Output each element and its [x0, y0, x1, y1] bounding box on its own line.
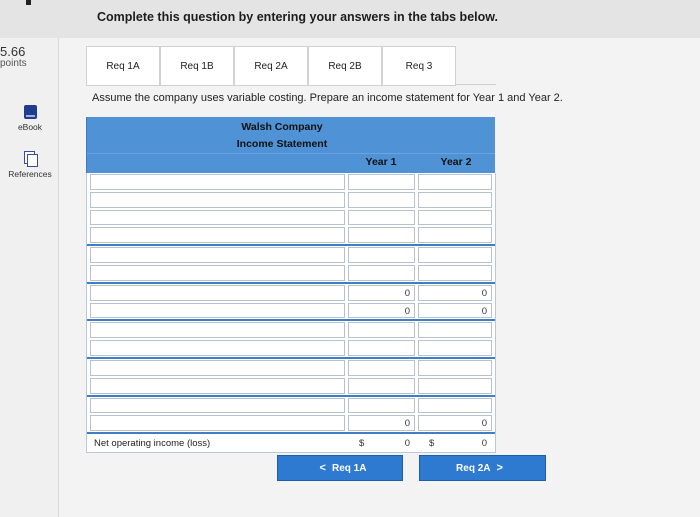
- year1-input[interactable]: [348, 398, 415, 414]
- ebook-label: eBook: [17, 122, 43, 132]
- tab-req-2a[interactable]: Req 2A: [234, 46, 308, 86]
- points-label: points: [0, 58, 27, 69]
- year2-input[interactable]: [418, 322, 492, 338]
- label-input[interactable]: [90, 398, 345, 414]
- net-income-year1: $ 0: [348, 435, 415, 451]
- year1-value: 0: [348, 285, 415, 301]
- year2-value: 0: [418, 303, 492, 319]
- references-label: References: [8, 169, 52, 179]
- top-bar: [0, 0, 700, 38]
- year1-input[interactable]: [348, 340, 415, 356]
- year2-input[interactable]: [418, 174, 492, 190]
- tab-req-3[interactable]: Req 3: [382, 46, 456, 86]
- year2-input[interactable]: [418, 210, 492, 226]
- prev-req-button[interactable]: [277, 455, 403, 481]
- label-input[interactable]: [90, 227, 345, 243]
- year1-input[interactable]: [348, 360, 415, 376]
- table-row: [87, 246, 495, 264]
- table-row: [87, 284, 495, 302]
- label-input[interactable]: [90, 340, 345, 356]
- year1-input[interactable]: [348, 227, 415, 243]
- label-input[interactable]: [90, 303, 345, 319]
- table-row: [87, 377, 495, 397]
- label-input[interactable]: [90, 265, 345, 281]
- chevron-right-icon: >: [496, 462, 503, 474]
- year1-input[interactable]: [348, 322, 415, 338]
- references-icon: [23, 151, 37, 166]
- next-req-label: Req 2A: [456, 462, 491, 474]
- table-row: [87, 397, 495, 415]
- label-input[interactable]: [90, 322, 345, 338]
- year2-value: 0: [418, 285, 492, 301]
- year1-input[interactable]: [348, 192, 415, 208]
- label-input[interactable]: [90, 285, 345, 301]
- statement-title: Income Statement: [236, 138, 328, 150]
- year1-input[interactable]: [348, 265, 415, 281]
- table-row: [87, 173, 495, 191]
- header-separator: [87, 153, 495, 154]
- table-row: [87, 191, 495, 209]
- net-income-label-cell: [90, 435, 345, 451]
- year2-input[interactable]: [418, 247, 492, 263]
- references-button[interactable]: [4, 151, 56, 179]
- prev-req-label: Req 1A: [331, 462, 367, 474]
- year1-input[interactable]: [348, 174, 415, 190]
- year1-input[interactable]: [348, 210, 415, 226]
- points-value: 5.66: [0, 44, 26, 59]
- table-row: [87, 359, 495, 377]
- year2-input[interactable]: [418, 227, 492, 243]
- label-input[interactable]: [90, 192, 345, 208]
- net-income-year2: $ 0: [418, 435, 492, 451]
- year2-input[interactable]: [418, 192, 492, 208]
- label-input[interactable]: [90, 360, 345, 376]
- net-income-label: Net operating income (loss): [94, 438, 211, 450]
- year2-value: 0: [418, 415, 492, 431]
- label-input[interactable]: [90, 174, 345, 190]
- year1-input[interactable]: [348, 378, 415, 394]
- year1-value: 0: [348, 303, 415, 319]
- tab-req-2b[interactable]: Req 2B: [308, 46, 382, 86]
- instruction-text: Complete this question by entering your answers in the tabs below.: [97, 10, 498, 24]
- table-row: [87, 339, 495, 359]
- net-income-row: [87, 434, 495, 452]
- table-row: [87, 264, 495, 284]
- label-input[interactable]: [90, 378, 345, 394]
- question-text: Assume the company uses variable costing. Prepare an income statement for Year 1 and Year 2.: [92, 92, 563, 104]
- statement-header: [86, 117, 495, 173]
- year2-input[interactable]: [418, 340, 492, 356]
- table-row: [87, 209, 495, 227]
- table-row: [87, 414, 495, 434]
- table-row: [87, 302, 495, 322]
- year2-input[interactable]: [418, 360, 492, 376]
- ebook-icon: [24, 105, 37, 119]
- label-input[interactable]: [90, 247, 345, 263]
- table-row: [87, 321, 495, 339]
- table-row: [87, 226, 495, 246]
- chevron-left-icon: <: [319, 462, 326, 474]
- column-header-year2: Year 2: [440, 156, 472, 168]
- company-name: Walsh Company: [241, 121, 323, 133]
- column-header-year1: Year 1: [365, 156, 397, 168]
- label-input[interactable]: [90, 210, 345, 226]
- next-req-button[interactable]: [419, 455, 546, 481]
- top-edge-mark: [26, 0, 31, 5]
- tab-req-1b[interactable]: Req 1B: [160, 46, 234, 86]
- year2-input[interactable]: [418, 265, 492, 281]
- year1-value: 0: [348, 415, 415, 431]
- income-statement-grid: [86, 173, 496, 453]
- label-input[interactable]: [90, 415, 345, 431]
- tab-req-1a[interactable]: Req 1A: [86, 46, 160, 86]
- ebook-button[interactable]: [4, 105, 56, 132]
- year1-input[interactable]: [348, 247, 415, 263]
- year2-input[interactable]: [418, 378, 492, 394]
- year2-input[interactable]: [418, 398, 492, 414]
